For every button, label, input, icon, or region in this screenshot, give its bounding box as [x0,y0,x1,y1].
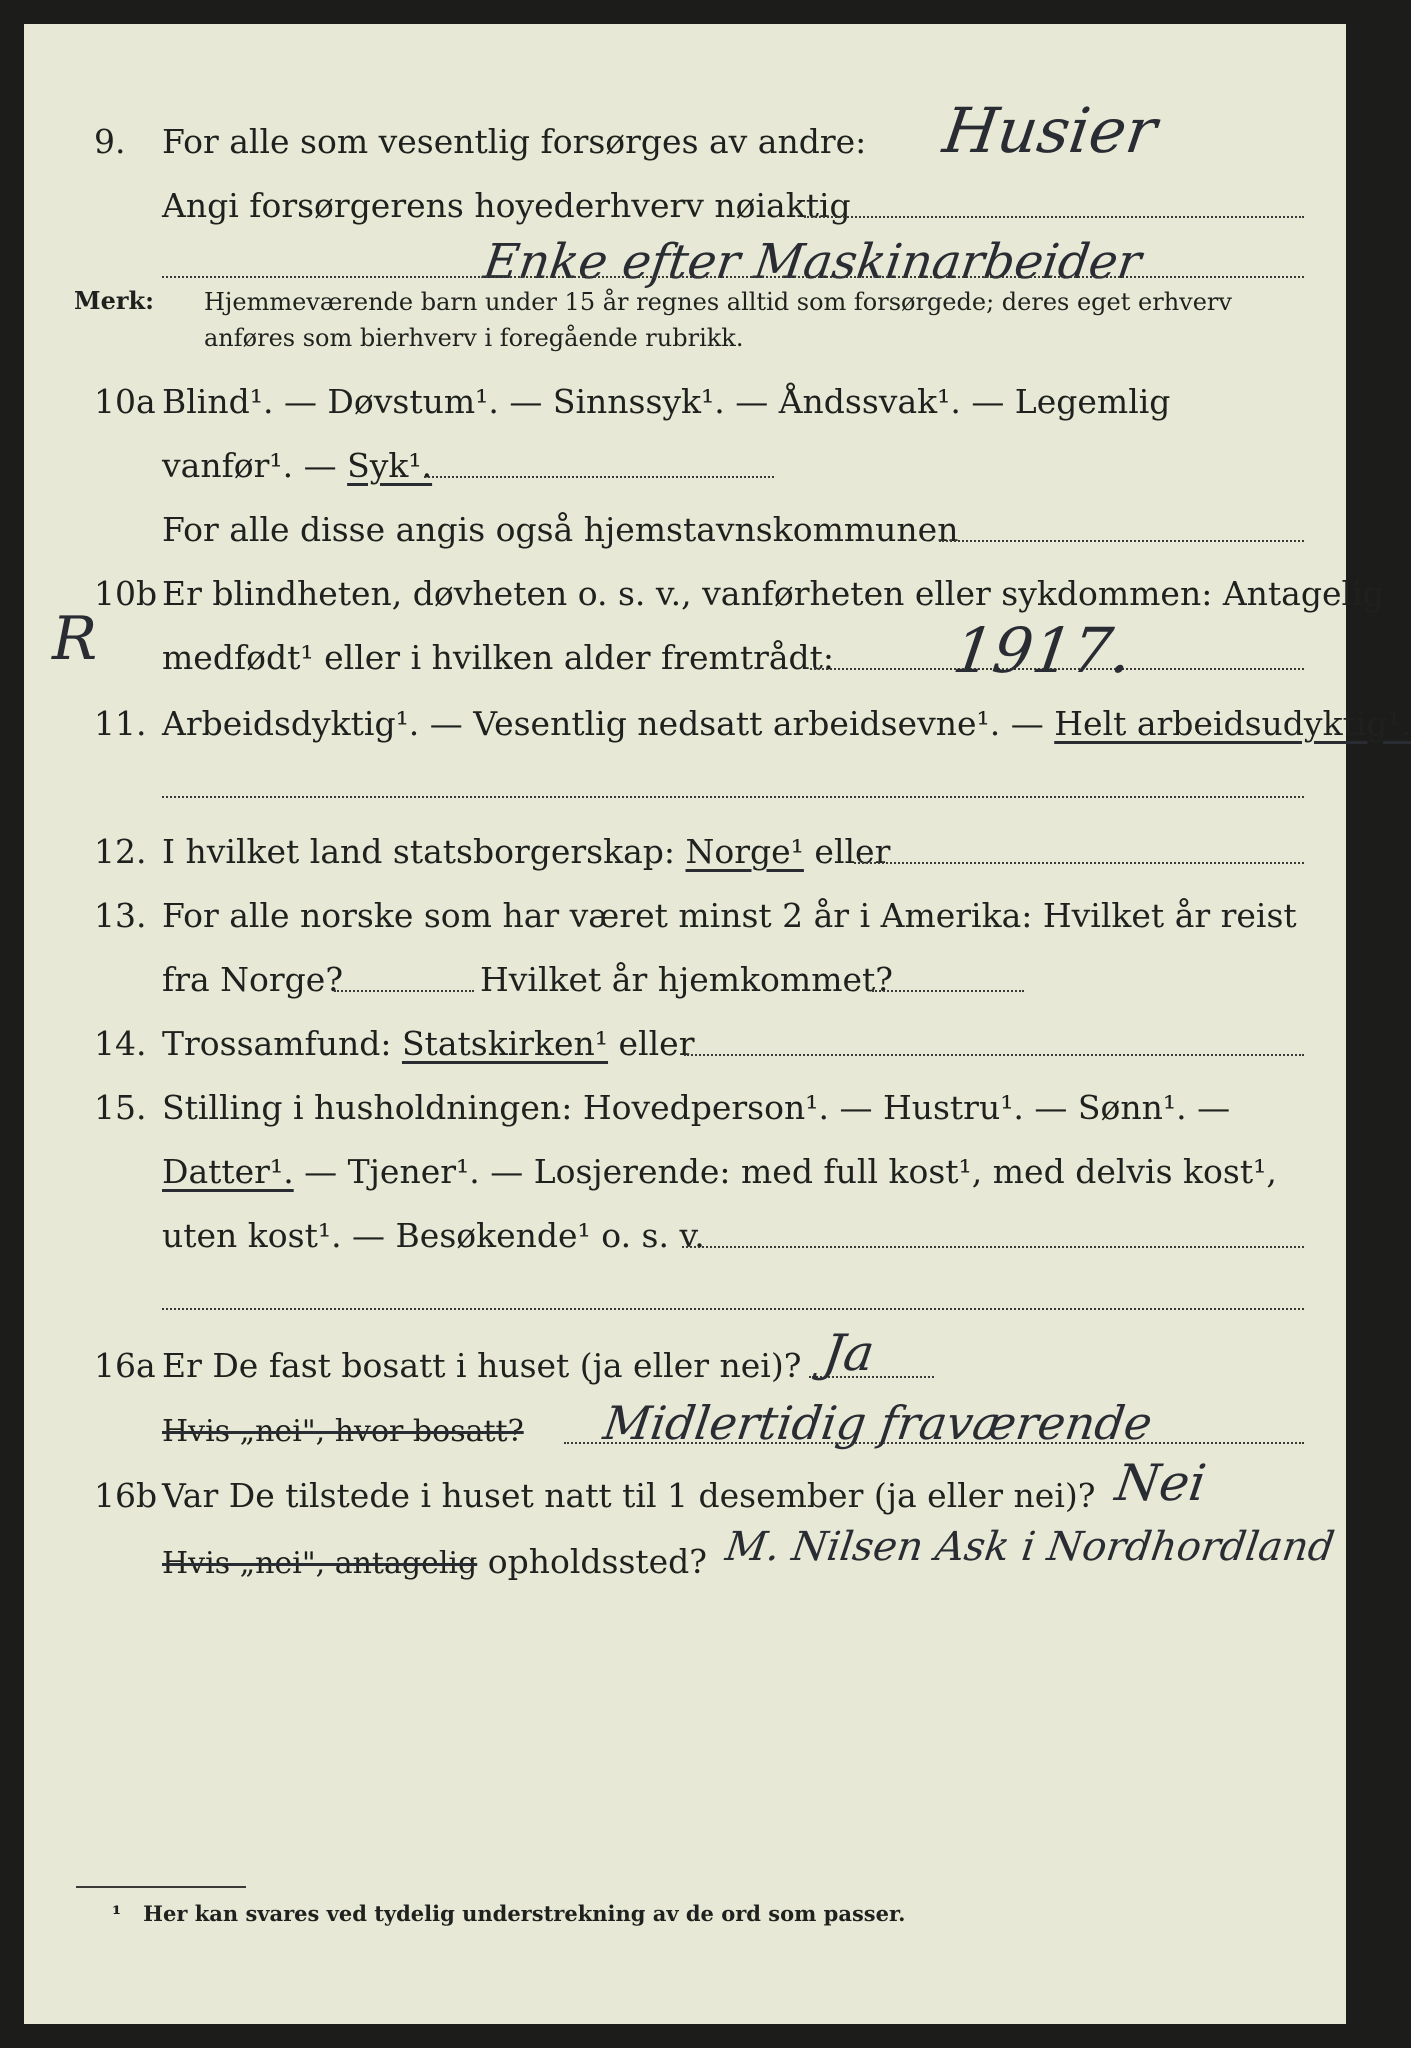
q16b-handwritten-answer: M. Nilsen Ask i Nordhordland [722,1524,1338,1570]
census-form-page [24,24,1411,2024]
q9-answer-line-2 [162,276,1304,278]
q16a-bosatt-line [564,1442,1304,1444]
q9-answer-line [804,216,1304,218]
q10b-margin-mark: R [52,604,98,674]
q10b-handwritten-year: 1917. [948,614,1137,687]
q16b-line2: Hvis „nei", antagelig opholdssted? [162,1542,707,1581]
q13-number: 13. [94,896,147,935]
q14-number: 14. [94,1024,147,1063]
q15-answer-line-2 [162,1308,1304,1310]
q15-number: 15. [94,1088,147,1127]
q10a-syk-underlined: Syk¹. [347,446,433,485]
q11-helt-arbeidsudyktig-underlined: Helt arbeidsudyktig¹. [1054,704,1411,743]
q16b-number: 16b [94,1476,158,1515]
q13-line1: For alle norske som har været minst 2 år i Amerika: Hvilket år reist [162,896,1297,935]
merk-line1: Hjemmeværende barn under 15 år regnes alltid som forsørgede; deres eget erhverv [204,288,1232,316]
q10a-answer-line [424,476,774,478]
q10b-line1: Er blindheten, døvheten o. s. v., vanførheten eller sykdommen: Antagelig [162,574,1384,613]
q14-statskirken-underlined: Statskirken¹ [401,1024,609,1063]
q9-line1: For alle som vesentlig forsørges av andre: [162,122,867,161]
q9-handwritten-occupation: Husier [938,94,1162,167]
q12-answer-line [854,862,1304,864]
q14-line: Trossamfund: Statskirken¹ eller [162,1024,695,1063]
footnote: ¹ Her kan svares ved tydelig understrekning av de ord som passer. [112,1901,906,1926]
q10b-number: 10b [94,574,158,613]
q11-line1: Arbeidsdyktig¹. — Vesentlig nedsatt arbeidsevne¹. — Helt arbeidsudyktig¹. [162,704,1411,743]
q13-line2a: fra Norge? [162,960,344,999]
q12-line: I hvilket land statsborgerskap: Norge¹ eller [162,832,891,871]
q13-reist-line [334,990,474,992]
q9-handwritten-answer: Enke efter Maskinarbeider [480,234,1145,290]
q16b-struck-text: Hvis „nei", antagelig [162,1546,478,1581]
q10a-number: 10a [94,382,156,421]
q16a-handwritten-answer: Midlertidig fraværende [600,1396,1156,1450]
q15-line1: Stilling i husholdningen: Hovedperson¹. — Hustru¹. — Sønn¹. — [162,1088,1231,1127]
q11-answer-line [162,796,1304,798]
q9-number: 9. [94,122,126,161]
q16a-number: 16a [94,1346,156,1385]
q16b-line1: Var De tilstede i huset natt til 1 desember (ja eller nei)? [162,1476,1096,1515]
q16b-handwritten-nei: Nei [1111,1454,1210,1512]
q11-number: 11. [94,704,147,743]
q15-line3: uten kost¹. — Besøkende¹ o. s. v. [162,1216,705,1255]
q15-line2: Datter¹. — Tjener¹. — Losjerende: med full kost¹, med delvis kost¹, [162,1152,1277,1191]
q14-answer-line [684,1054,1304,1056]
q16a-line1: Er De fast bosatt i huset (ja eller nei)? [162,1346,802,1385]
q10b-line2: medfødt¹ eller i hvilken alder fremtrådt: [162,638,835,677]
q15-answer-line [682,1246,1304,1248]
q10a-line2: vanfør¹. — Syk¹. [162,446,433,485]
q15-datter-underlined: Datter¹. [162,1152,294,1191]
q16a-line2-struck: Hvis „nei", hvor bosatt? [162,1414,524,1449]
merk-line2: anføres som bierhverv i foregående rubrikk. [204,324,744,352]
q9-line2: Angi forsørgerens hoyederhverv nøiaktig [162,186,851,225]
q13-line2b: Hvilket år hjemkommet? [480,960,893,999]
footnote-rule [76,1886,246,1888]
q12-number: 12. [94,832,147,871]
merk-label: Merk: [74,286,154,315]
q13-hjemkommet-line [872,990,1024,992]
q10a-hjemstavn-line [939,540,1304,542]
q16a-handwritten-ja: Ja [819,1324,878,1382]
q10a-line1: Blind¹. — Døvstum¹. — Sinnssyk¹. — Åndssvak¹. — Legemlig [162,382,1171,421]
q10a-line3: For alle disse angis også hjemstavnskommunen [162,510,959,549]
q12-norge-underlined: Norge¹ [685,832,804,871]
